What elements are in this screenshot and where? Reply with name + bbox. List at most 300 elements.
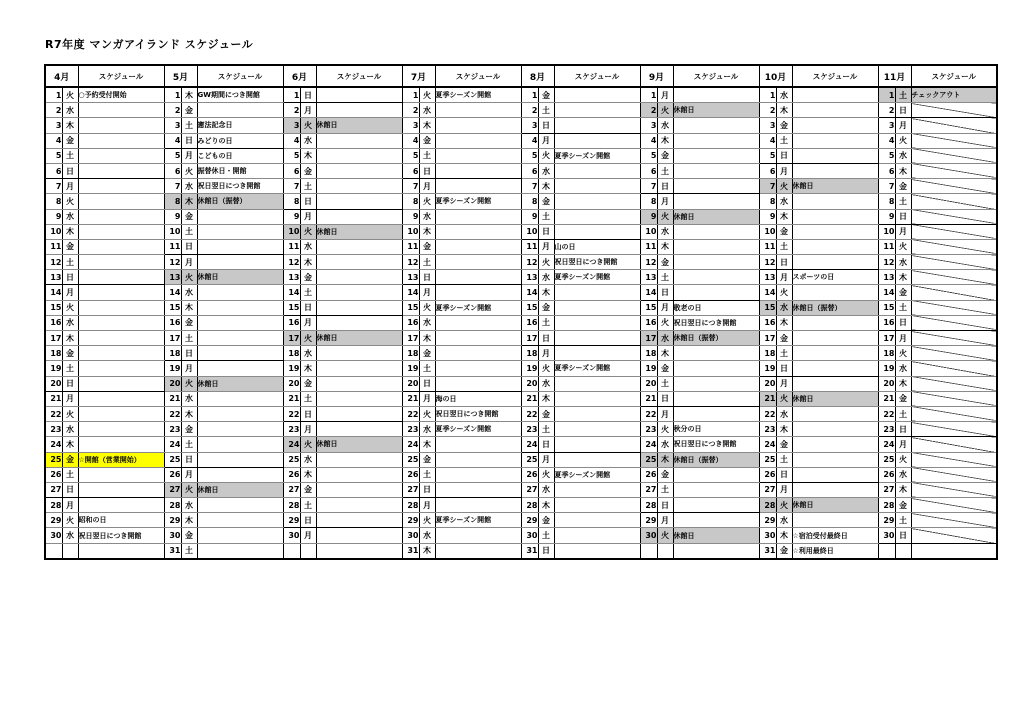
schedule-cell bbox=[792, 87, 878, 103]
schedule-cell bbox=[554, 87, 640, 103]
day-number-cell: 6 bbox=[164, 163, 181, 178]
day-number-cell: 9 bbox=[402, 209, 419, 224]
weekday-cell: 火 bbox=[419, 513, 435, 528]
day-number-cell: 16 bbox=[164, 315, 181, 330]
day-number-cell: 13 bbox=[521, 270, 538, 285]
day-number-cell: 8 bbox=[283, 194, 300, 209]
schedule-table bbox=[44, 64, 998, 560]
day-number-cell: 20 bbox=[164, 376, 181, 391]
weekday-cell: 月 bbox=[776, 163, 792, 178]
day-number-cell: 3 bbox=[640, 118, 657, 133]
weekday-cell bbox=[895, 543, 911, 559]
schedule-cell-slash bbox=[911, 513, 997, 528]
schedule-cell bbox=[792, 482, 878, 497]
schedule-cell-slash bbox=[911, 163, 997, 178]
weekday-cell: 水 bbox=[181, 179, 197, 194]
weekday-cell: 木 bbox=[300, 255, 316, 270]
schedule-cell-slash bbox=[911, 376, 997, 391]
weekday-cell: 土 bbox=[62, 255, 78, 270]
weekday-cell: 水 bbox=[657, 437, 673, 452]
schedule-cell bbox=[78, 422, 164, 437]
day-number-cell: 14 bbox=[402, 285, 419, 300]
weekday-cell: 日 bbox=[300, 300, 316, 315]
day-number-cell: 14 bbox=[640, 285, 657, 300]
schedule-cell: 祝日翌日につき開館 bbox=[197, 179, 283, 194]
day-number-cell: 2 bbox=[521, 103, 538, 118]
schedule-cell bbox=[316, 452, 402, 467]
schedule-cell bbox=[78, 148, 164, 163]
weekday-cell: 火 bbox=[300, 331, 316, 346]
schedule-cell bbox=[435, 528, 521, 543]
schedule-cell: 休館日 bbox=[316, 224, 402, 239]
schedule-cell bbox=[792, 255, 878, 270]
weekday-cell: 日 bbox=[776, 361, 792, 376]
day-number-cell: 14 bbox=[878, 285, 895, 300]
schedule-cell bbox=[435, 118, 521, 133]
day-number-cell: 26 bbox=[164, 467, 181, 482]
schedule-cell bbox=[316, 239, 402, 254]
day-number-cell: 3 bbox=[402, 118, 419, 133]
day-row bbox=[45, 391, 997, 406]
weekday-cell: 木 bbox=[538, 391, 554, 406]
weekday-cell: 月 bbox=[776, 482, 792, 497]
schedule-cell bbox=[316, 467, 402, 482]
schedule-cell bbox=[78, 224, 164, 239]
header-row bbox=[45, 65, 997, 87]
weekday-cell: 月 bbox=[419, 391, 435, 406]
schedule-cell bbox=[673, 346, 759, 361]
schedule-cell: 敬老の日 bbox=[673, 300, 759, 315]
day-number-cell: 1 bbox=[402, 87, 419, 103]
day-number-cell: 30 bbox=[878, 528, 895, 543]
day-number-cell: 31 bbox=[164, 543, 181, 559]
weekday-cell: 木 bbox=[895, 376, 911, 391]
weekday-cell: 木 bbox=[538, 285, 554, 300]
day-number-cell: 12 bbox=[45, 255, 62, 270]
schedule-cell-slash bbox=[911, 285, 997, 300]
schedule-cell: 夏季シーズン開館 bbox=[554, 270, 640, 285]
weekday-cell: 木 bbox=[776, 209, 792, 224]
schedule-cell bbox=[673, 482, 759, 497]
day-number-cell: 1 bbox=[164, 87, 181, 103]
weekday-cell: 火 bbox=[538, 467, 554, 482]
schedule-cell: 秋分の日 bbox=[673, 422, 759, 437]
weekday-cell: 日 bbox=[419, 163, 435, 178]
weekday-cell: 水 bbox=[300, 239, 316, 254]
schedule-cell bbox=[792, 376, 878, 391]
day-number-cell: 19 bbox=[878, 361, 895, 376]
schedule-cell: 休館日 bbox=[792, 179, 878, 194]
schedule-cell: 休館日 bbox=[316, 437, 402, 452]
schedule-cell: 休館日 bbox=[197, 270, 283, 285]
day-number-cell: 22 bbox=[759, 406, 776, 421]
weekday-cell: 金 bbox=[419, 133, 435, 148]
day-number-cell: 21 bbox=[759, 391, 776, 406]
schedule-cell bbox=[911, 543, 997, 559]
schedule-cell bbox=[316, 543, 402, 559]
day-number-cell: 19 bbox=[640, 361, 657, 376]
day-number-cell: 4 bbox=[759, 133, 776, 148]
schedule-cell bbox=[554, 437, 640, 452]
schedule-cell bbox=[554, 285, 640, 300]
schedule-cell bbox=[673, 467, 759, 482]
day-number-cell: 4 bbox=[45, 133, 62, 148]
weekday-cell: 土 bbox=[657, 482, 673, 497]
schedule-cell: 休館日 bbox=[197, 482, 283, 497]
schedule-cell bbox=[197, 300, 283, 315]
schedule-cell bbox=[78, 361, 164, 376]
schedule-cell bbox=[78, 300, 164, 315]
schedule-cell bbox=[792, 346, 878, 361]
weekday-cell: 日 bbox=[895, 315, 911, 330]
weekday-cell: 木 bbox=[895, 482, 911, 497]
day-number-cell: 29 bbox=[45, 513, 62, 528]
schedule-cell bbox=[792, 467, 878, 482]
day-number-cell: 22 bbox=[164, 406, 181, 421]
schedule-cell bbox=[673, 87, 759, 103]
schedule-cell-slash bbox=[911, 103, 997, 118]
day-number-cell: 9 bbox=[759, 209, 776, 224]
day-number-cell: 20 bbox=[878, 376, 895, 391]
weekday-cell: 金 bbox=[62, 346, 78, 361]
day-number-cell: 18 bbox=[521, 346, 538, 361]
schedule-cell bbox=[316, 255, 402, 270]
schedule-cell-slash bbox=[911, 467, 997, 482]
weekday-cell: 水 bbox=[419, 315, 435, 330]
day-number-cell: 24 bbox=[45, 437, 62, 452]
day-number-cell: 5 bbox=[283, 148, 300, 163]
schedule-cell bbox=[435, 239, 521, 254]
day-number-cell: 19 bbox=[164, 361, 181, 376]
weekday-cell: 木 bbox=[181, 406, 197, 421]
month-header: 6月 bbox=[283, 65, 316, 87]
weekday-cell: 木 bbox=[300, 467, 316, 482]
day-number-cell: 23 bbox=[45, 422, 62, 437]
schedule-cell bbox=[78, 346, 164, 361]
weekday-cell: 水 bbox=[538, 270, 554, 285]
day-number-cell: 22 bbox=[283, 406, 300, 421]
day-row bbox=[45, 467, 997, 482]
schedule-cell bbox=[316, 103, 402, 118]
weekday-cell: 水 bbox=[181, 391, 197, 406]
weekday-cell: 金 bbox=[181, 528, 197, 543]
weekday-cell: 金 bbox=[300, 270, 316, 285]
day-row bbox=[45, 103, 997, 118]
weekday-cell: 日 bbox=[62, 163, 78, 178]
weekday-cell: 木 bbox=[181, 194, 197, 209]
day-number-cell: 13 bbox=[759, 270, 776, 285]
weekday-cell: 日 bbox=[895, 103, 911, 118]
weekday-cell: 火 bbox=[657, 528, 673, 543]
table-body bbox=[45, 87, 997, 559]
schedule-cell bbox=[792, 103, 878, 118]
schedule-cell bbox=[792, 452, 878, 467]
weekday-cell: 土 bbox=[538, 209, 554, 224]
day-number-cell: 9 bbox=[878, 209, 895, 224]
day-number-cell: 21 bbox=[164, 391, 181, 406]
weekday-cell: 月 bbox=[895, 437, 911, 452]
day-number-cell: 23 bbox=[640, 422, 657, 437]
day-number-cell: 28 bbox=[283, 498, 300, 513]
day-number-cell: 3 bbox=[45, 118, 62, 133]
weekday-cell: 日 bbox=[62, 376, 78, 391]
weekday-cell: 火 bbox=[300, 118, 316, 133]
schedule-cell bbox=[673, 391, 759, 406]
day-number-cell: 11 bbox=[45, 239, 62, 254]
schedule-column-header: スケジュール bbox=[197, 65, 283, 87]
weekday-cell: 火 bbox=[62, 87, 78, 103]
weekday-cell: 日 bbox=[300, 513, 316, 528]
day-number-cell: 3 bbox=[521, 118, 538, 133]
day-number-cell: 10 bbox=[878, 224, 895, 239]
schedule-cell: 夏季シーズン開館 bbox=[554, 467, 640, 482]
weekday-cell: 日 bbox=[776, 255, 792, 270]
schedule-cell bbox=[78, 376, 164, 391]
day-number-cell: 19 bbox=[45, 361, 62, 376]
schedule-cell: 休館日 bbox=[673, 528, 759, 543]
schedule-cell bbox=[197, 315, 283, 330]
weekday-cell: 土 bbox=[776, 133, 792, 148]
day-row bbox=[45, 482, 997, 497]
day-number-cell bbox=[878, 543, 895, 559]
weekday-cell: 火 bbox=[776, 285, 792, 300]
day-number-cell: 30 bbox=[283, 528, 300, 543]
day-number-cell: 12 bbox=[878, 255, 895, 270]
day-number-cell: 25 bbox=[283, 452, 300, 467]
schedule-cell bbox=[435, 224, 521, 239]
day-number-cell: 11 bbox=[164, 239, 181, 254]
weekday-cell: 日 bbox=[181, 239, 197, 254]
schedule-cell: ○予約受付開始 bbox=[78, 87, 164, 103]
weekday-cell: 木 bbox=[62, 118, 78, 133]
schedule-cell bbox=[316, 513, 402, 528]
weekday-cell: 火 bbox=[657, 209, 673, 224]
schedule-cell: ☆利用最終日 bbox=[792, 543, 878, 559]
day-number-cell: 15 bbox=[878, 300, 895, 315]
schedule-cell bbox=[78, 209, 164, 224]
weekday-cell: 水 bbox=[776, 194, 792, 209]
day-number-cell: 10 bbox=[164, 224, 181, 239]
schedule-cell: 休館日（振替） bbox=[673, 452, 759, 467]
schedule-cell: 夏季シーズン開館 bbox=[554, 148, 640, 163]
day-number-cell: 24 bbox=[640, 437, 657, 452]
day-number-cell: 12 bbox=[402, 255, 419, 270]
weekday-cell: 火 bbox=[538, 361, 554, 376]
day-number-cell: 12 bbox=[164, 255, 181, 270]
day-number-cell: 27 bbox=[521, 482, 538, 497]
weekday-cell: 木 bbox=[62, 331, 78, 346]
schedule-cell bbox=[792, 406, 878, 421]
day-number-cell: 30 bbox=[402, 528, 419, 543]
weekday-cell: 火 bbox=[776, 498, 792, 513]
weekday-cell: 土 bbox=[300, 179, 316, 194]
day-number-cell: 3 bbox=[759, 118, 776, 133]
day-number-cell: 16 bbox=[402, 315, 419, 330]
day-number-cell: 22 bbox=[521, 406, 538, 421]
day-number-cell: 25 bbox=[521, 452, 538, 467]
weekday-cell: 月 bbox=[538, 452, 554, 467]
day-number-cell: 4 bbox=[521, 133, 538, 148]
day-number-cell: 6 bbox=[45, 163, 62, 178]
weekday-cell: 金 bbox=[895, 391, 911, 406]
day-row bbox=[45, 270, 997, 285]
day-number-cell bbox=[45, 543, 62, 559]
day-number-cell: 26 bbox=[759, 467, 776, 482]
schedule-cell: 夏季シーズン開館 bbox=[435, 87, 521, 103]
day-number-cell: 17 bbox=[402, 331, 419, 346]
weekday-cell: 水 bbox=[538, 376, 554, 391]
month-header: 5月 bbox=[164, 65, 197, 87]
day-number-cell: 16 bbox=[45, 315, 62, 330]
day-row bbox=[45, 194, 997, 209]
weekday-cell: 月 bbox=[300, 528, 316, 543]
day-number-cell: 23 bbox=[402, 422, 419, 437]
schedule-cell: 夏季シーズン開館 bbox=[435, 300, 521, 315]
weekday-cell: 日 bbox=[300, 406, 316, 421]
day-row bbox=[45, 406, 997, 421]
schedule-cell bbox=[316, 87, 402, 103]
day-number-cell: 5 bbox=[402, 148, 419, 163]
schedule-cell bbox=[316, 361, 402, 376]
schedule-cell bbox=[78, 315, 164, 330]
schedule-cell bbox=[197, 528, 283, 543]
weekday-cell: 火 bbox=[419, 87, 435, 103]
schedule-cell bbox=[435, 437, 521, 452]
day-number-cell: 21 bbox=[283, 391, 300, 406]
schedule-cell: 祝日翌日につき開館 bbox=[78, 528, 164, 543]
day-number-cell: 17 bbox=[521, 331, 538, 346]
day-number-cell: 29 bbox=[640, 513, 657, 528]
day-number-cell: 14 bbox=[283, 285, 300, 300]
day-number-cell: 23 bbox=[283, 422, 300, 437]
schedule-cell bbox=[435, 163, 521, 178]
day-number-cell: 16 bbox=[640, 315, 657, 330]
day-number-cell: 7 bbox=[402, 179, 419, 194]
weekday-cell: 水 bbox=[300, 133, 316, 148]
schedule-cell bbox=[316, 482, 402, 497]
schedule-cell bbox=[316, 406, 402, 421]
schedule-cell bbox=[673, 239, 759, 254]
day-row bbox=[45, 513, 997, 528]
day-number-cell: 17 bbox=[283, 331, 300, 346]
weekday-cell: 水 bbox=[419, 103, 435, 118]
day-number-cell: 14 bbox=[164, 285, 181, 300]
day-number-cell: 11 bbox=[759, 239, 776, 254]
schedule-cell bbox=[792, 513, 878, 528]
table-header bbox=[45, 65, 997, 87]
day-number-cell: 13 bbox=[878, 270, 895, 285]
schedule-cell bbox=[554, 179, 640, 194]
day-number-cell bbox=[283, 543, 300, 559]
weekday-cell: 木 bbox=[181, 300, 197, 315]
weekday-cell: 土 bbox=[181, 118, 197, 133]
weekday-cell: 火 bbox=[657, 422, 673, 437]
weekday-cell: 水 bbox=[776, 300, 792, 315]
schedule-cell-slash bbox=[911, 452, 997, 467]
day-number-cell: 2 bbox=[640, 103, 657, 118]
day-number-cell: 2 bbox=[878, 103, 895, 118]
weekday-cell: 火 bbox=[62, 406, 78, 421]
schedule-cell bbox=[673, 255, 759, 270]
weekday-cell: 月 bbox=[657, 87, 673, 103]
day-number-cell: 1 bbox=[45, 87, 62, 103]
schedule-cell bbox=[78, 467, 164, 482]
schedule-cell bbox=[554, 315, 640, 330]
schedule-cell bbox=[435, 133, 521, 148]
schedule-cell bbox=[78, 406, 164, 421]
day-number-cell: 20 bbox=[521, 376, 538, 391]
weekday-cell: 月 bbox=[419, 285, 435, 300]
day-number-cell: 13 bbox=[283, 270, 300, 285]
weekday-cell: 土 bbox=[419, 148, 435, 163]
schedule-cell bbox=[673, 133, 759, 148]
schedule-cell bbox=[792, 163, 878, 178]
day-number-cell: 19 bbox=[759, 361, 776, 376]
weekday-cell: 木 bbox=[538, 498, 554, 513]
weekday-cell: 火 bbox=[300, 437, 316, 452]
day-number-cell: 8 bbox=[759, 194, 776, 209]
schedule-cell-slash bbox=[911, 528, 997, 543]
day-number-cell: 17 bbox=[164, 331, 181, 346]
weekday-cell: 火 bbox=[657, 103, 673, 118]
day-number-cell: 14 bbox=[45, 285, 62, 300]
day-number-cell: 7 bbox=[283, 179, 300, 194]
schedule-cell bbox=[554, 118, 640, 133]
weekday-cell: 水 bbox=[62, 103, 78, 118]
schedule-cell bbox=[78, 239, 164, 254]
day-number-cell: 19 bbox=[283, 361, 300, 376]
schedule-column-header: スケジュール bbox=[792, 65, 878, 87]
day-number-cell: 6 bbox=[283, 163, 300, 178]
day-number-cell: 25 bbox=[164, 452, 181, 467]
weekday-cell: 日 bbox=[538, 118, 554, 133]
schedule-cell-slash bbox=[911, 482, 997, 497]
weekday-cell: 火 bbox=[62, 513, 78, 528]
weekday-cell: 水 bbox=[62, 422, 78, 437]
weekday-cell: 金 bbox=[538, 194, 554, 209]
day-number-cell: 25 bbox=[759, 452, 776, 467]
day-number-cell: 31 bbox=[402, 543, 419, 559]
weekday-cell: 日 bbox=[62, 270, 78, 285]
schedule-cell-slash bbox=[911, 315, 997, 330]
schedule-cell bbox=[316, 346, 402, 361]
day-number-cell: 2 bbox=[45, 103, 62, 118]
weekday-cell: 月 bbox=[181, 361, 197, 376]
schedule-cell bbox=[197, 346, 283, 361]
schedule-cell bbox=[673, 179, 759, 194]
weekday-cell: 金 bbox=[895, 179, 911, 194]
schedule-cell bbox=[554, 194, 640, 209]
day-number-cell: 11 bbox=[521, 239, 538, 254]
schedule-cell bbox=[197, 422, 283, 437]
schedule-cell bbox=[197, 391, 283, 406]
day-number-cell: 24 bbox=[402, 437, 419, 452]
weekday-cell: 土 bbox=[62, 148, 78, 163]
schedule-cell: 海の日 bbox=[435, 391, 521, 406]
day-number-cell: 23 bbox=[521, 422, 538, 437]
day-number-cell: 12 bbox=[640, 255, 657, 270]
weekday-cell: 月 bbox=[895, 224, 911, 239]
weekday-cell: 月 bbox=[181, 467, 197, 482]
schedule-cell bbox=[316, 148, 402, 163]
day-number-cell: 24 bbox=[878, 437, 895, 452]
weekday-cell: 土 bbox=[538, 528, 554, 543]
weekday-cell: 金 bbox=[300, 163, 316, 178]
weekday-cell: 木 bbox=[538, 179, 554, 194]
day-number-cell: 29 bbox=[402, 513, 419, 528]
weekday-cell: 火 bbox=[895, 346, 911, 361]
schedule-cell-slash bbox=[911, 179, 997, 194]
